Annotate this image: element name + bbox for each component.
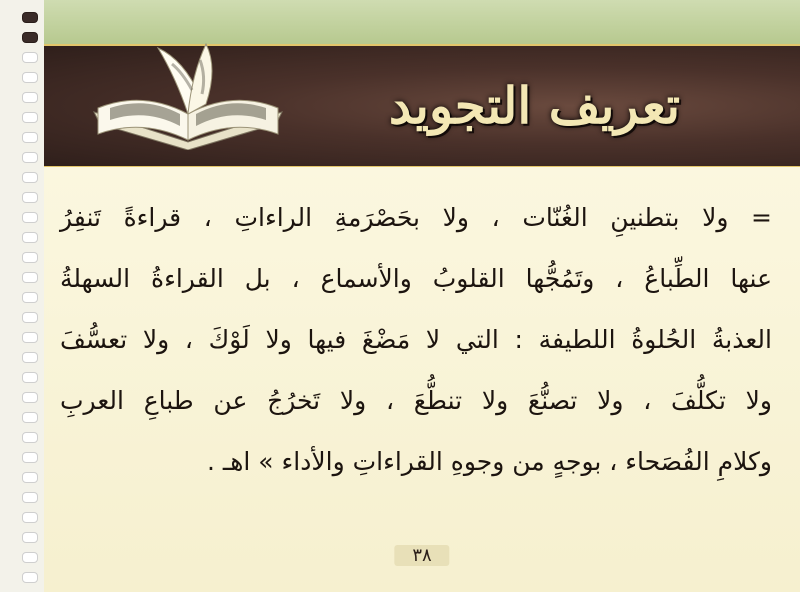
binding-ring (22, 292, 38, 303)
binding-ring (22, 252, 38, 263)
binding-ring (22, 392, 38, 403)
binding-ring (22, 572, 38, 583)
binding-ring (22, 152, 38, 163)
binding-ring (22, 212, 38, 223)
chapter-title: تعريف التجويد (388, 76, 680, 135)
binding-ring (22, 532, 38, 543)
binding-ring (22, 492, 38, 503)
binding-ring (22, 332, 38, 343)
binding-ring (22, 172, 38, 183)
text-line: وكلامِ الفُصَحاء ، بوجهٍ من وجوهِ القراءاتِ والأداء » اهـ . (207, 447, 772, 476)
binding-ring (22, 192, 38, 203)
body-paragraph (60, 187, 772, 492)
binding-ring (22, 92, 38, 103)
binding-ring (22, 552, 38, 563)
binding-ring (22, 452, 38, 463)
binding-ring (22, 432, 38, 443)
text-line: ولا تكلُّفَ ، ولا تصنُّعَ ولا تنطُّعَ ، ولا تَخرُجُ عن طباعِ العربِ (60, 386, 772, 415)
text-line: = ولا بتطنينِ الغُنّات ، ولا بحَصْرَمةِ الراءاتِ ، قراءةً تَنفِرُ (60, 203, 772, 232)
text-line: عنها الطِّباعُ ، وتَمُجُّها القلوبُ والأسماع ، بل القراءةُ السهلةُ (60, 264, 772, 293)
binding-ring (22, 272, 38, 283)
binding-ring (22, 132, 38, 143)
binding-ring (22, 372, 38, 383)
binding-ring (22, 512, 38, 523)
binding-ring (22, 52, 38, 63)
binding-ring (22, 312, 38, 323)
binding-ring (22, 412, 38, 423)
text-line: العذبةُ الحُلوةُ اللطيفة : التي لا مَضْغَ فيها ولا لَوْكَ ، ولا تعسُّفَ (60, 325, 772, 354)
spiral-binding (0, 0, 44, 592)
binding-ring (22, 352, 38, 363)
binding-ring (22, 32, 38, 43)
binding-ring (22, 232, 38, 243)
binding-ring (22, 472, 38, 483)
page-body (44, 167, 800, 592)
page-number: ٣٨ (394, 545, 449, 566)
binding-ring (22, 12, 38, 23)
binding-ring (22, 72, 38, 83)
open-quran-book-icon (88, 38, 288, 150)
binding-ring (22, 112, 38, 123)
